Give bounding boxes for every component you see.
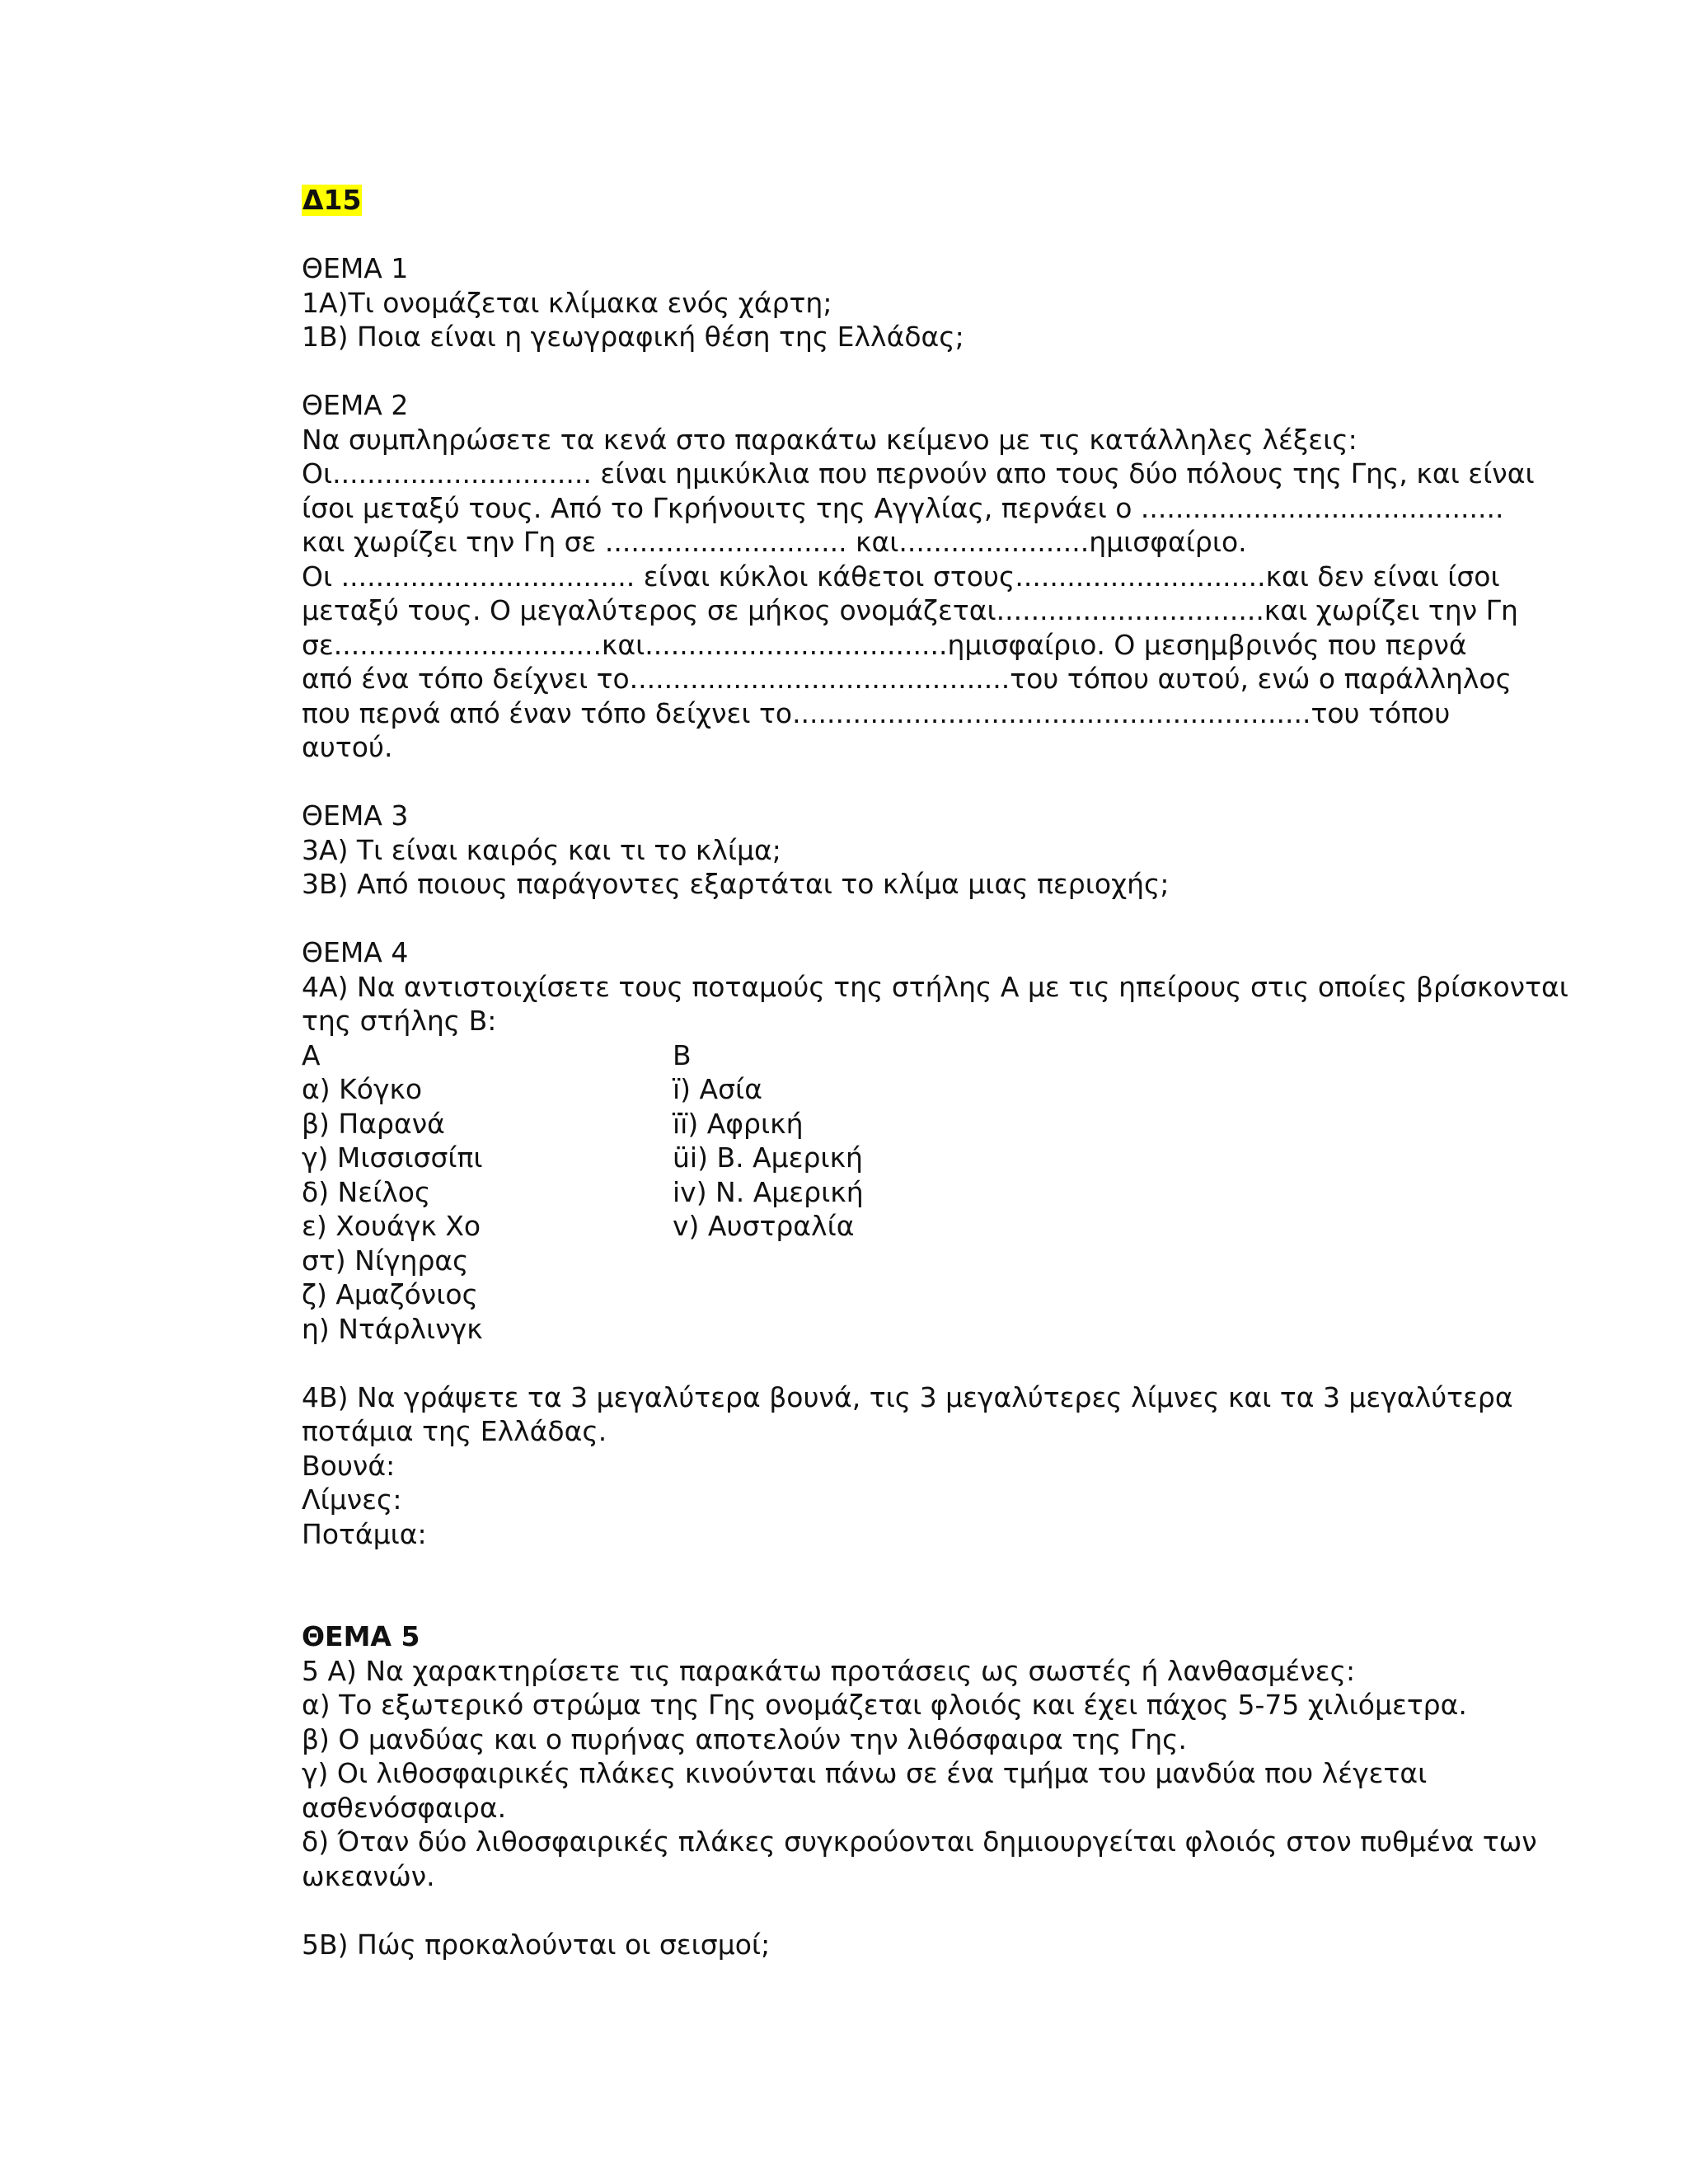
question-5a-line: 5 Α) Να χαρακτηρίσετε τις παρακάτω προτάσεις ως σωστές ή λανθασμένες:	[302, 1654, 1356, 1687]
topic-2-line: σε...............................και...................................ημισφαίριο. Ο μεσημβρινός που περνά	[302, 628, 1467, 661]
question-4b-line: 4Β) Να γράψετε τα 3 μεγαλύτερα βουνά, τις 3 μεγαλύτερες λίμνες και τα 3 μεγαλύτερα	[302, 1380, 1513, 1413]
topic-2-line: αυτού.	[302, 731, 393, 763]
topic-2-heading: ΘΕΜΑ 2	[302, 389, 409, 421]
question-4b-line: ποτάμια της Ελλάδας.	[302, 1415, 607, 1447]
column-b	[673, 1038, 864, 1244]
continent-item: iv) Ν. Αμερική	[673, 1175, 864, 1208]
section-topic-5	[302, 1619, 1537, 1961]
statement-item: ωκεανών.	[302, 1859, 435, 1892]
column-a-header: Α	[302, 1038, 321, 1071]
continent-item: ïï) Αφρική	[673, 1107, 804, 1140]
topic-1-heading: ΘΕΜΑ 1	[302, 252, 409, 284]
doc-code-line	[302, 183, 1456, 218]
topic-2-line: και χωρίζει την Γη σε ............................ και......................ημισφαίριο.	[302, 526, 1247, 558]
river-item: στ) Νίγηρας	[302, 1244, 469, 1277]
section-topic-2	[302, 388, 1535, 765]
topic-2-line: μεταξύ τους. Ο μεγαλύτερος σε μήκος ονομάζεται...............................και χωρίζει την Γη	[302, 594, 1518, 626]
matching-columns	[302, 1038, 1456, 1347]
section-topic-1	[302, 251, 1456, 354]
topic-2-line: Οι .................................. είναι κύκλοι κάθετοι στους.............................και δεν είναι ίσοι	[302, 560, 1500, 593]
statement-item: δ) Όταν δύο λιθοσφαιρικές πλάκες συγκρούονται δημιουργείται φλοιός στον πυθμένα των	[302, 1825, 1537, 1858]
question-3b: 3Β) Από ποιους παράγοντες εξαρτάται το κλίμα μιας περιοχής;	[302, 868, 1170, 900]
question-4a-line: της στήλης Β:	[302, 1005, 497, 1037]
rivers-label: Ποτάμια:	[302, 1517, 427, 1550]
lakes-label: Λίμνες:	[302, 1483, 402, 1516]
topic-2-line: Να συμπληρώσετε τα κενά στο παρακάτω κείμενο με τις κατάλληλες λέξεις:	[302, 423, 1357, 456]
section-topic-3	[302, 799, 1456, 902]
continent-item: ï) Ασία	[673, 1073, 762, 1105]
question-1b: 1Β) Ποια είναι η γεωγραφική θέση της Ελλάδας;	[302, 321, 964, 353]
mountains-label: Βουνά:	[302, 1449, 396, 1482]
continent-item: v) Αυστραλία	[673, 1210, 855, 1242]
river-item: γ) Μισσισσίπι	[302, 1141, 483, 1174]
column-b-header: Β	[673, 1038, 692, 1071]
statement-item: α) Το εξωτερικό στρώμα της Γης ονομάζεται φλοιός και έχει πάχος 5-75 χιλιόμετρα.	[302, 1689, 1467, 1721]
doc-code-highlight: Δ15	[302, 184, 362, 216]
topic-2-line: που περνά από έναν τόπο δείχνει το............................................................του τόπου	[302, 696, 1451, 729]
topic-2-line: Οι.............................. είναι ημικύκλια που περνούν απο τους δύο πόλους της Γης, και είναι	[302, 457, 1535, 490]
river-item: α) Κόγκο	[302, 1073, 423, 1105]
river-item: β) Παρανά	[302, 1107, 445, 1140]
river-item: η) Ντάρλινγκ	[302, 1312, 483, 1345]
statement-item: γ) Οι λιθοσφαιρικές πλάκες κινούνται πάνω σε ένα τμήμα του μανδύα που λέγεται	[302, 1757, 1428, 1789]
question-5b: 5Β) Πώς προκαλούνται οι σεισμοί;	[302, 1928, 771, 1961]
river-item: δ) Νείλος	[302, 1175, 431, 1208]
question-4a-line: 4Α) Να αντιστοιχίσετε τους ποταμούς της στήλης Α με τις ηπείρους στις οποίες βρίσκονται	[302, 970, 1568, 1003]
river-item: ε) Χουάγκ Χο	[302, 1210, 481, 1242]
column-a	[302, 1038, 483, 1347]
question-1a: 1Α)Τι ονομάζεται κλίμακα ενός χάρτη;	[302, 286, 832, 319]
river-item: ζ) Αμαζόνιος	[302, 1278, 478, 1310]
document-content	[302, 183, 1568, 1961]
topic-2-line: από ένα τόπο δείχνει το............................................του τόπου αυτού, ενώ ο παράλληλος	[302, 663, 1512, 695]
section-topic-4	[302, 935, 1568, 1551]
topic-2-line: ίσοι μεταξύ τους. Από το Γκρήνουιτς της Αγγλίας, περνάει ο ..........................................	[302, 491, 1504, 524]
statement-item: β) Ο μανδύας και ο πυρήνας αποτελούν την λιθόσφαιρα της Γης.	[302, 1722, 1187, 1755]
statement-item: ασθενόσφαιρα.	[302, 1791, 507, 1824]
topic-4-heading: ΘΕΜΑ 4	[302, 936, 409, 968]
topic-5-heading: ΘΕΜΑ 5	[302, 1620, 420, 1652]
question-3a: 3Α) Τι είναι καιρός και τι το κλίμα;	[302, 833, 781, 866]
topic-3-heading: ΘΕΜΑ 3	[302, 799, 409, 832]
continent-item: üi) Β. Αμερική	[673, 1141, 863, 1174]
